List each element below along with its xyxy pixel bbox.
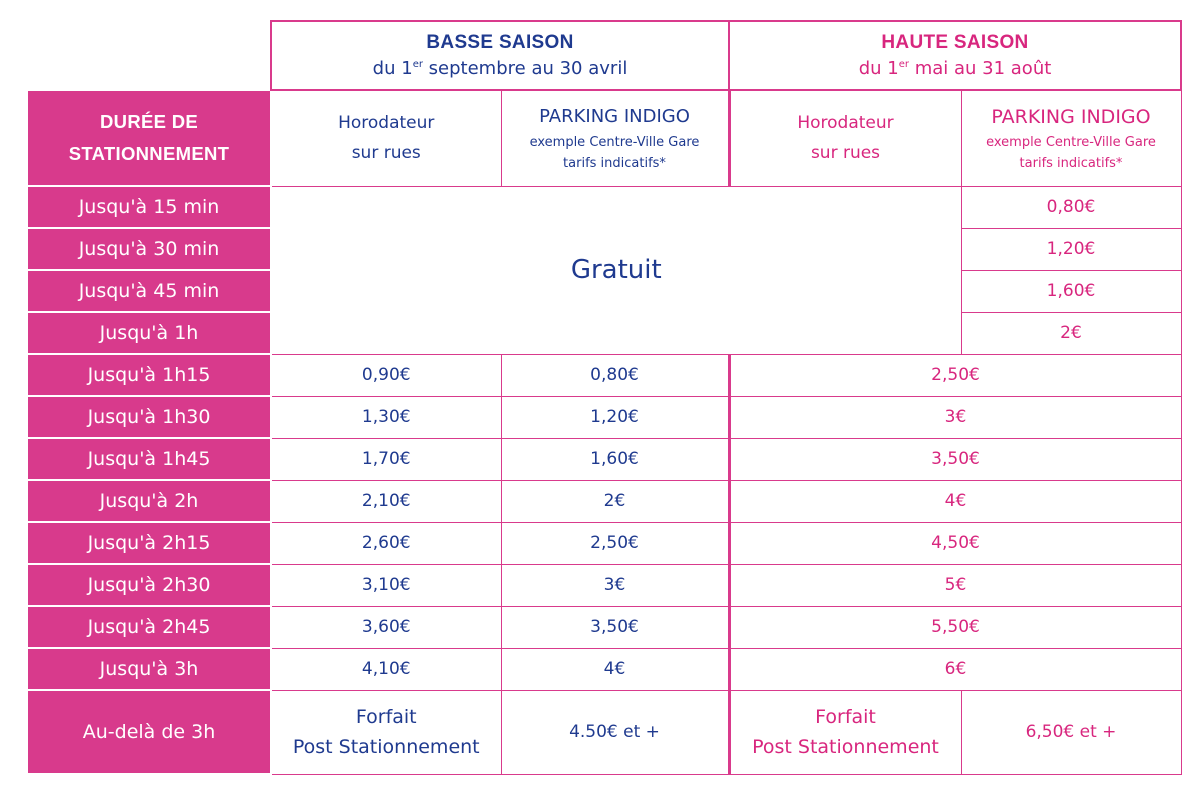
haute-indigo-header: PARKING INDIGO exemple Centre-Ville Gare tarifs indicatifs* [961, 90, 1181, 186]
gratuit-cell: Gratuit [271, 186, 961, 354]
haute-indigo-price: 2€ [961, 312, 1181, 354]
haute-price: 5,50€ [729, 606, 1181, 648]
basse-horodateur-header: Horodateur sur rues [271, 90, 501, 186]
basse-horodateur-price: 4,10€ [271, 648, 501, 690]
row-label: Au-delà de 3h [27, 690, 271, 774]
parking-tariff-table [26, 20, 1182, 775]
haute-price: 5€ [729, 564, 1181, 606]
basse-indigo-price: 2€ [501, 480, 729, 522]
haute-price: 3€ [729, 396, 1181, 438]
table-row [27, 480, 1181, 522]
haute-indigo-price: 1,60€ [961, 270, 1181, 312]
basse-indigo-price: 3,50€ [501, 606, 729, 648]
basse-indigo-price: 1,20€ [501, 396, 729, 438]
basse-indigo-price: 4.50€ et + [501, 690, 729, 774]
basse-indigo-price: 3€ [501, 564, 729, 606]
table-row [27, 186, 1181, 228]
haute-price: 2,50€ [729, 354, 1181, 396]
haute-price: 4€ [729, 480, 1181, 522]
haute-saison-header [729, 21, 1181, 90]
basse-horodateur-price: 3,60€ [271, 606, 501, 648]
table-row [27, 606, 1181, 648]
basse-horodateur-price: 2,10€ [271, 480, 501, 522]
row-label: Jusqu'à 2h15 [27, 522, 271, 564]
basse-horodateur-price: 1,70€ [271, 438, 501, 480]
basse-horodateur-price: 0,90€ [271, 354, 501, 396]
empty-corner [27, 21, 271, 90]
table-row [27, 648, 1181, 690]
haute-indigo-price: 1,20€ [961, 228, 1181, 270]
basse-forfait-cell: Forfait Post Stationnement [271, 690, 501, 774]
duration-column-header: DURÉE DE STATIONNEMENT [27, 90, 271, 186]
haute-saison-dates: du 1er mai au 31 août [858, 58, 1052, 79]
table-row [27, 564, 1181, 606]
haute-indigo-price: 6,50€ et + [961, 690, 1181, 774]
row-label: Jusqu'à 1h15 [27, 354, 271, 396]
basse-horodateur-price: 1,30€ [271, 396, 501, 438]
basse-horodateur-price: 2,60€ [271, 522, 501, 564]
haute-horodateur-header: Horodateur sur rues [729, 90, 961, 186]
row-label: Jusqu'à 1h30 [27, 396, 271, 438]
basse-indigo-price: 0,80€ [501, 354, 729, 396]
haute-price: 6€ [729, 648, 1181, 690]
haute-forfait-cell: Forfait Post Stationnement [729, 690, 961, 774]
haute-price: 4,50€ [729, 522, 1181, 564]
haute-indigo-price: 0,80€ [961, 186, 1181, 228]
tariff-table-container [26, 20, 1182, 775]
row-label: Jusqu'à 1h45 [27, 438, 271, 480]
table-row-last [27, 690, 1181, 774]
basse-saison-title: BASSE SAISON [426, 32, 574, 53]
basse-indigo-price: 1,60€ [501, 438, 729, 480]
basse-indigo-price: 2,50€ [501, 522, 729, 564]
row-label: Jusqu'à 15 min [27, 186, 271, 228]
table-row [27, 396, 1181, 438]
row-label: Jusqu'à 1h [27, 312, 271, 354]
basse-horodateur-price: 3,10€ [271, 564, 501, 606]
row-label: Jusqu'à 30 min [27, 228, 271, 270]
row-label: Jusqu'à 2h [27, 480, 271, 522]
haute-price: 3,50€ [729, 438, 1181, 480]
basse-saison-dates: du 1er septembre au 30 avril [372, 58, 628, 79]
table-row [27, 354, 1181, 396]
row-label: Jusqu'à 2h45 [27, 606, 271, 648]
row-label: Jusqu'à 2h30 [27, 564, 271, 606]
table-row [27, 522, 1181, 564]
row-label: Jusqu'à 3h [27, 648, 271, 690]
basse-indigo-price: 4€ [501, 648, 729, 690]
haute-saison-title: HAUTE SAISON [881, 32, 1029, 53]
row-label: Jusqu'à 45 min [27, 270, 271, 312]
table-row [27, 438, 1181, 480]
basse-saison-header [271, 21, 729, 90]
basse-indigo-header: PARKING INDIGO exemple Centre-Ville Gare tarifs indicatifs* [501, 90, 729, 186]
